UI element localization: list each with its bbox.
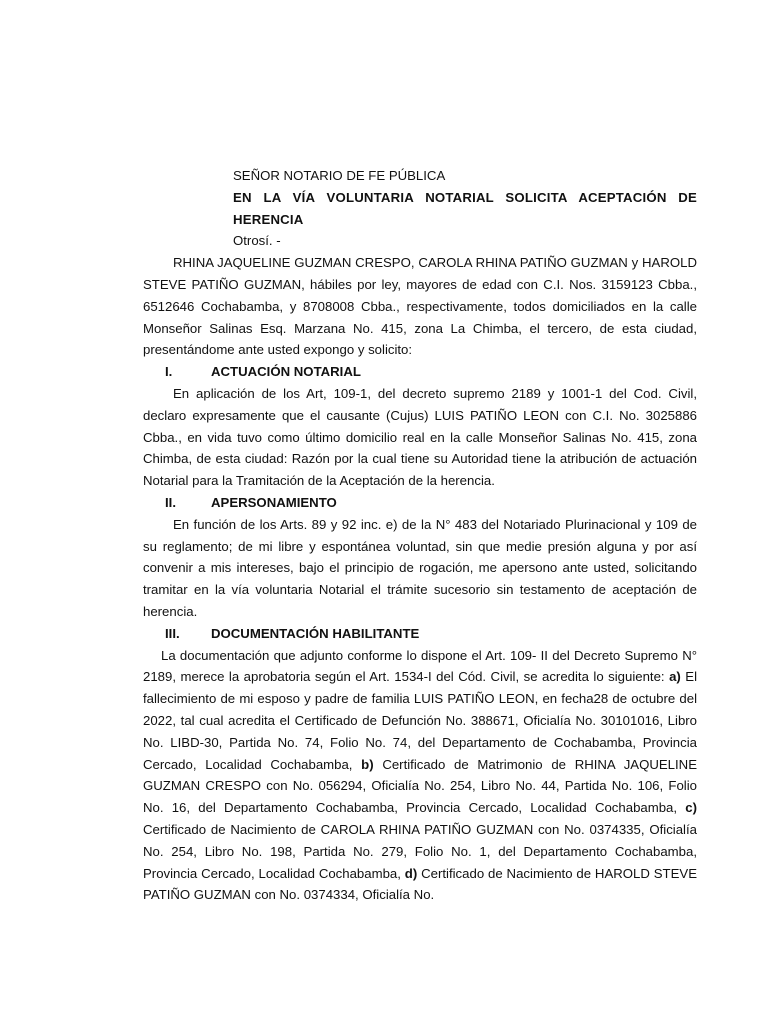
section-number: II.	[165, 494, 176, 510]
section-heading-1	[143, 361, 697, 383]
paragraph-text: La documentación que adjunto conforme lo dispone el Art. 109- II del Decreto Supremo N° 2189, merece la aprobatoria según el Art. 1534-I del Cód. Civil, se acredita lo siguiente:	[143, 647, 697, 685]
section-number: I.	[165, 364, 173, 380]
document-page	[143, 165, 697, 906]
list-marker: d)	[404, 865, 418, 881]
intro-paragraph: RHINA JAQUELINE GUZMAN CRESPO, CAROLA RHINA PATIÑO GUZMAN y HAROLD STEVE PATIÑO GUZMAN, hábiles por ley, mayores de edad con C.I. Nos. 3159123 Cbba., 6512646 Cochabamba, y 8708008 Cbba., respectivamente, todos domiciliados en la calle Monseñor Salinas Esq. Marzana No. 415, zona La Chimba, el tercero, de esta ciudad, presentándome ante usted expongo y solicito:	[143, 255, 697, 358]
otrosi-line: Otrosí. -	[233, 233, 281, 249]
paragraph-text: El fallecimiento de mi esposo y padre de familia LUIS PATIÑO LEON, en fecha28 de octubre del 2022, tal cual acredita el Certificado de Defunción No. 388671, Oficialía No. 30101016, Libro No. LIBD-30, Partida No. 74, Folio No. 74, del Departamento de Cochabamba, Provincia Cercado, Localidad Cochabamba,	[143, 669, 697, 772]
section-title: APERSONAMIENTO	[211, 494, 337, 510]
section-2-paragraph: En función de los Arts. 89 y 92 inc. e) de la N° 483 del Notariado Plurinacional y 109 de su reglamento; de mi libre y espontánea voluntad, sin que medie presión alguna y por así convenir a mis intereses, bajo el principio de rogación, me apersono ante usted, solicitando tramitar en la vía voluntaria Notarial el trámite sucesorio sin testamento de aceptación de herencia.	[143, 516, 697, 619]
paragraph-text: Certificado de Nacimiento de CAROLA RHINA PATIÑO GUZMAN con No. 0374335, Oficialía No. 254, Libro No. 198, Partida No. 279, Folio No. 1, del Departamento Cochabamba, Provincia Cercado, Localidad Cochabamba,	[143, 821, 697, 881]
paragraph-text: Certificado de Nacimiento de HAROLD STEVE PATIÑO GUZMAN con No. 0374334, Oficialía No.	[143, 865, 698, 903]
section-1-paragraph: En aplicación de los Art, 109-1, del decreto supremo 2189 y 1001-1 del Cod. Civil, declaro expresamente que el causante (Cujus) LUIS PATIÑO LEON con C.I. No. 3025886 Cbba., en vida tuvo como último domicilio real en la calle Monseñor Salinas No. 415, zona Chimba, de esta ciudad: Razón por la cual tiene su Autoridad tiene la atribución de actuación Notarial para la Tramitación de la Aceptación de la herencia.	[143, 385, 697, 489]
section-title: DOCUMENTACIÓN HABILITANTE	[211, 625, 420, 641]
paragraph-text: Certificado de Matrimonio de RHINA JAQUELINE GUZMAN CRESPO con No. 056294, Oficialía No. 254, Libro No. 44, Partida No. 106, Folio No. 16, del Departamento Cochabamba, Provincia Cercado, Localidad Cochabamba,	[143, 756, 697, 816]
subject-line: EN LA VÍA VOLUNTARIA NOTARIAL SOLICITA ACEPTACIÓN DE HERENCIA	[233, 189, 697, 227]
section-heading-3	[143, 623, 697, 645]
section-number: III.	[165, 625, 180, 641]
section-title: ACTUACIÓN NOTARIAL	[211, 364, 361, 380]
addressee-line: SEÑOR NOTARIO DE FE PÚBLICA	[233, 168, 446, 183]
list-marker: c)	[685, 800, 697, 816]
list-marker: a)	[669, 669, 681, 685]
section-heading-2	[143, 492, 697, 514]
section-3-paragraph	[143, 645, 697, 907]
list-marker: b)	[361, 756, 374, 772]
